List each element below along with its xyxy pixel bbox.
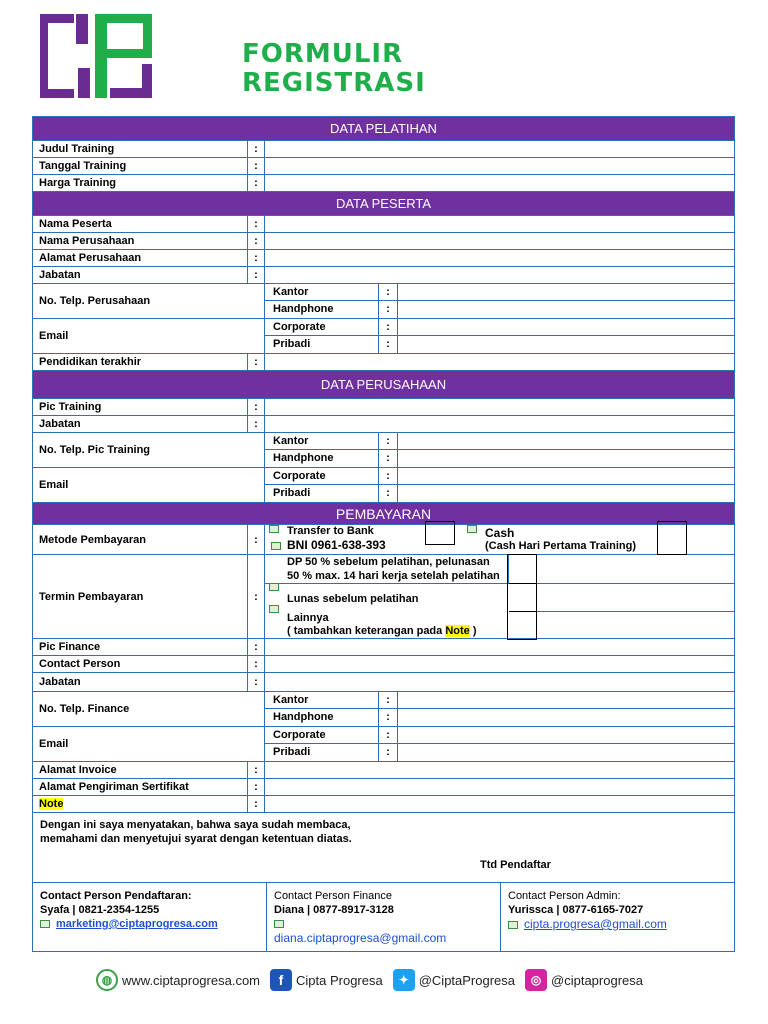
- label: Jabatan: [33, 673, 248, 691]
- colon: :: [379, 485, 398, 502]
- nama-peserta-field[interactable]: [265, 216, 734, 232]
- alamat-invoice-field[interactable]: [265, 762, 734, 778]
- sublabel-handphone: Handphone: [265, 450, 379, 467]
- colon: :: [248, 525, 265, 554]
- finance-email-pribadi-field[interactable]: [398, 744, 734, 761]
- checkbox-icon: [467, 525, 477, 533]
- finance-email-corporate-field[interactable]: [398, 727, 734, 743]
- sublabel-corporate: Corporate: [265, 727, 379, 743]
- row-contact-person: [33, 656, 734, 673]
- contact-section: [33, 883, 734, 952]
- colon: :: [248, 158, 265, 174]
- alamat-sertifikat-field[interactable]: [265, 779, 734, 795]
- label: Pic Finance: [33, 639, 248, 655]
- row-pic-finance: [33, 639, 734, 656]
- contact-email-link[interactable]: cipta.progresa@gmail.com: [524, 917, 667, 931]
- footer-web[interactable]: [96, 969, 260, 991]
- colon: :: [248, 656, 265, 672]
- pic-email-corporate-field[interactable]: [398, 468, 734, 484]
- divider: [537, 611, 735, 612]
- pic-finance-field[interactable]: [265, 639, 734, 655]
- sublabel-pribadi: Pribadi: [265, 485, 379, 502]
- contact-email-link[interactable]: diana.ciptaprogresa@gmail.com: [274, 931, 447, 945]
- twitter-icon: ✦: [393, 969, 415, 991]
- note-field[interactable]: [265, 796, 734, 812]
- divider: [537, 583, 735, 584]
- registration-form: [32, 116, 735, 952]
- contact-email-link[interactable]: marketing@ciptaprogresa.com: [56, 918, 218, 930]
- contact-finance: [267, 883, 501, 952]
- contact-title: Contact Person Finance: [274, 890, 393, 902]
- pic-training-field[interactable]: [265, 399, 734, 415]
- sublabel-handphone: Handphone: [265, 301, 379, 318]
- option-dp: [265, 555, 509, 584]
- sublabel-pribadi: Pribadi: [265, 336, 379, 353]
- contact-name-phone: Diana | 0877-8917-3128: [274, 904, 394, 916]
- label: Alamat Invoice: [33, 762, 248, 778]
- contact-pendaftaran: [33, 883, 267, 952]
- label: Email: [33, 727, 265, 761]
- option-lainnya-label: Lainnya: [287, 612, 329, 624]
- colon: :: [379, 709, 398, 726]
- finance-kantor-field[interactable]: [398, 692, 734, 708]
- colon: :: [248, 762, 265, 778]
- row-email-peserta: [33, 319, 734, 354]
- checkbox-transfer[interactable]: [425, 521, 455, 545]
- row-note: [33, 796, 734, 813]
- colon: :: [248, 141, 265, 157]
- option-cash-note: (Cash Hari Pertama Training): [485, 540, 636, 552]
- row-pendidikan: [33, 354, 734, 371]
- ciptaprogresa-logo: [40, 14, 152, 98]
- nama-perusahaan-field[interactable]: [265, 233, 734, 249]
- pic-handphone-field[interactable]: [398, 450, 734, 467]
- row-metode-pembayaran: [33, 525, 734, 555]
- label: No. Telp. Pic Training: [33, 433, 265, 467]
- form-title: [242, 40, 426, 98]
- label: No. Telp. Finance: [33, 692, 265, 726]
- sublabel-corporate: Corporate: [265, 319, 379, 335]
- email-icon: [274, 920, 284, 928]
- contact-title: Contact Person Pendaftaran:: [40, 890, 192, 902]
- declaration-line-2: memahami dan menyetujui syarat dengan ketentuan diatas.: [40, 833, 352, 845]
- row-harga-training: [33, 175, 734, 192]
- row-telp-finance: [33, 692, 734, 727]
- contact-name-phone: Syafa | 0821-2354-1255: [40, 904, 160, 916]
- row-termin-pembayaran: [33, 555, 734, 639]
- social-footer: [96, 966, 656, 994]
- checkbox-icon: [271, 542, 281, 550]
- email-corporate-field[interactable]: [398, 319, 734, 335]
- row-nama-peserta: [33, 216, 734, 233]
- telp-kantor-field[interactable]: [398, 284, 734, 300]
- row-alamat-perusahaan: [33, 250, 734, 267]
- note-text: ): [469, 625, 477, 637]
- option-lunas-label: Lunas sebelum pelatihan: [287, 593, 419, 605]
- colon: :: [379, 450, 398, 467]
- divider: [509, 611, 537, 612]
- label: Termin Pembayaran: [33, 555, 248, 638]
- alamat-perusahaan-field[interactable]: [265, 250, 734, 266]
- section-header-pelatihan: DATA PELATIHAN: [33, 117, 734, 141]
- declaration-line-1: Dengan ini saya menyatakan, bahwa saya sudah membaca,: [40, 819, 351, 831]
- sublabel-kantor: Kantor: [265, 692, 379, 708]
- email-pribadi-field[interactable]: [398, 336, 734, 353]
- signature-label: Ttd Pendaftar: [480, 859, 551, 871]
- note-text: ( tambahkan keterangan pada: [287, 625, 446, 637]
- option-dp-line2: 50 % max. 14 hari kerja setelah pelatihan: [287, 570, 500, 582]
- colon: :: [248, 796, 265, 812]
- label: Harga Training: [33, 175, 248, 191]
- colon: :: [379, 744, 398, 761]
- colon: :: [379, 692, 398, 708]
- email-icon: [508, 921, 518, 929]
- row-email-pic: [33, 468, 734, 503]
- label: Nama Perusahaan: [33, 233, 248, 249]
- pic-kantor-field[interactable]: [398, 433, 734, 449]
- label: Alamat Pengiriman Sertifikat: [33, 779, 248, 795]
- declaration: [33, 813, 734, 883]
- sublabel-kantor: Kantor: [265, 284, 379, 300]
- colon: :: [379, 301, 398, 318]
- row-alamat-invoice: [33, 762, 734, 779]
- row-email-finance: [33, 727, 734, 762]
- label: Jabatan: [33, 267, 248, 283]
- colon: :: [248, 354, 265, 370]
- footer-instagram-text: @ciptaprogresa: [551, 972, 643, 988]
- colon: :: [248, 175, 265, 191]
- label: Pendidikan terakhir: [33, 354, 248, 370]
- label: Tanggal Training: [33, 158, 248, 174]
- option-transfer-label: Transfer to Bank: [287, 525, 374, 537]
- title-line-1: FORMULIR: [242, 39, 404, 69]
- colon: :: [379, 727, 398, 743]
- contact-title: Contact Person Admin:: [508, 890, 621, 902]
- email-icon: [40, 920, 50, 928]
- sublabel-corporate: Corporate: [265, 468, 379, 484]
- colon: :: [379, 319, 398, 335]
- contact-person-field[interactable]: [265, 656, 734, 672]
- telp-handphone-field[interactable]: [398, 301, 734, 318]
- label: Email: [33, 468, 265, 502]
- row-jabatan-peserta: [33, 267, 734, 284]
- colon: :: [248, 639, 265, 655]
- footer-twitter-text: @CiptaProgresa: [418, 972, 516, 988]
- checkbox-icon: [269, 605, 279, 613]
- row-pic-training: [33, 399, 734, 416]
- row-tanggal-training: [33, 158, 734, 175]
- colon: :: [248, 399, 265, 415]
- colon: :: [379, 336, 398, 353]
- sublabel-kantor: Kantor: [265, 433, 379, 449]
- row-telp-pic: [33, 433, 734, 468]
- row-alamat-sertifikat: [33, 779, 734, 796]
- label: Contact Person: [33, 656, 248, 672]
- contact-admin: [501, 883, 734, 952]
- bank-account-number: BNI 0961-638-393: [287, 538, 386, 552]
- section-header-pembayaran: PEMBAYARAN: [33, 503, 734, 525]
- label: Judul Training: [33, 141, 248, 157]
- colon: :: [248, 779, 265, 795]
- colon: :: [379, 468, 398, 484]
- footer-facebook[interactable]: [270, 969, 383, 991]
- note-label: Note: [39, 798, 64, 810]
- colon: :: [248, 416, 265, 432]
- option-dp-line1: DP 50 % sebelum pelatihan, pelunasan: [287, 556, 490, 568]
- judul-training-field[interactable]: [265, 141, 734, 157]
- checkbox-cash[interactable]: [657, 521, 687, 555]
- pendidikan-field[interactable]: [265, 354, 734, 370]
- harga-training-field[interactable]: [265, 175, 734, 191]
- colon: :: [248, 233, 265, 249]
- row-jabatan-finance: [33, 673, 734, 692]
- label: Email: [33, 319, 265, 353]
- row-telp-perusahaan: [33, 284, 734, 319]
- instagram-icon: ◎: [525, 969, 547, 991]
- colon: :: [248, 673, 265, 691]
- colon: :: [379, 433, 398, 449]
- facebook-icon: f: [270, 969, 292, 991]
- section-header-perusahaan: DATA PERUSAHAAN: [33, 371, 734, 399]
- label: No. Telp. Perusahaan: [33, 284, 265, 318]
- sublabel-pribadi: Pribadi: [265, 744, 379, 761]
- checkbox-column: [507, 554, 537, 640]
- footer-web-text: www.ciptaprogresa.com: [122, 972, 260, 988]
- option-cash-label: Cash: [485, 526, 515, 540]
- jabatan-peserta-field[interactable]: [265, 267, 734, 283]
- jabatan-pic-field[interactable]: [265, 416, 734, 432]
- footer-instagram[interactable]: [525, 969, 643, 991]
- row-nama-perusahaan: [33, 233, 734, 250]
- title-line-2: REGISTRASI: [242, 68, 426, 98]
- row-judul-training: [33, 141, 734, 158]
- row-jabatan-pic: [33, 416, 734, 433]
- colon: :: [248, 216, 265, 232]
- jabatan-finance-field[interactable]: [265, 673, 734, 691]
- colon: :: [248, 555, 265, 638]
- note-highlight: Note: [445, 625, 470, 637]
- footer-facebook-text: Cipta Progresa: [296, 972, 383, 988]
- label: Alamat Perusahaan: [33, 250, 248, 266]
- footer-twitter[interactable]: [393, 969, 515, 991]
- divider: [509, 583, 537, 584]
- label: [33, 796, 248, 812]
- colon: :: [248, 267, 265, 283]
- sublabel-handphone: Handphone: [265, 709, 379, 726]
- option-lainnya-note: [287, 625, 477, 637]
- label: Metode Pembayaran: [33, 525, 248, 554]
- colon: :: [379, 284, 398, 300]
- label: Nama Peserta: [33, 216, 248, 232]
- globe-icon: ◍: [96, 969, 118, 991]
- contact-name-phone: Yurissca | 0877-6165-7027: [508, 904, 644, 916]
- label: Jabatan: [33, 416, 248, 432]
- colon: :: [248, 250, 265, 266]
- checkbox-icon: [269, 583, 279, 591]
- checkbox-icon: [269, 525, 279, 533]
- pic-email-pribadi-field[interactable]: [398, 485, 734, 502]
- section-header-peserta: DATA PESERTA: [33, 192, 734, 216]
- label: Pic Training: [33, 399, 248, 415]
- finance-handphone-field[interactable]: [398, 709, 734, 726]
- tanggal-training-field[interactable]: [265, 158, 734, 174]
